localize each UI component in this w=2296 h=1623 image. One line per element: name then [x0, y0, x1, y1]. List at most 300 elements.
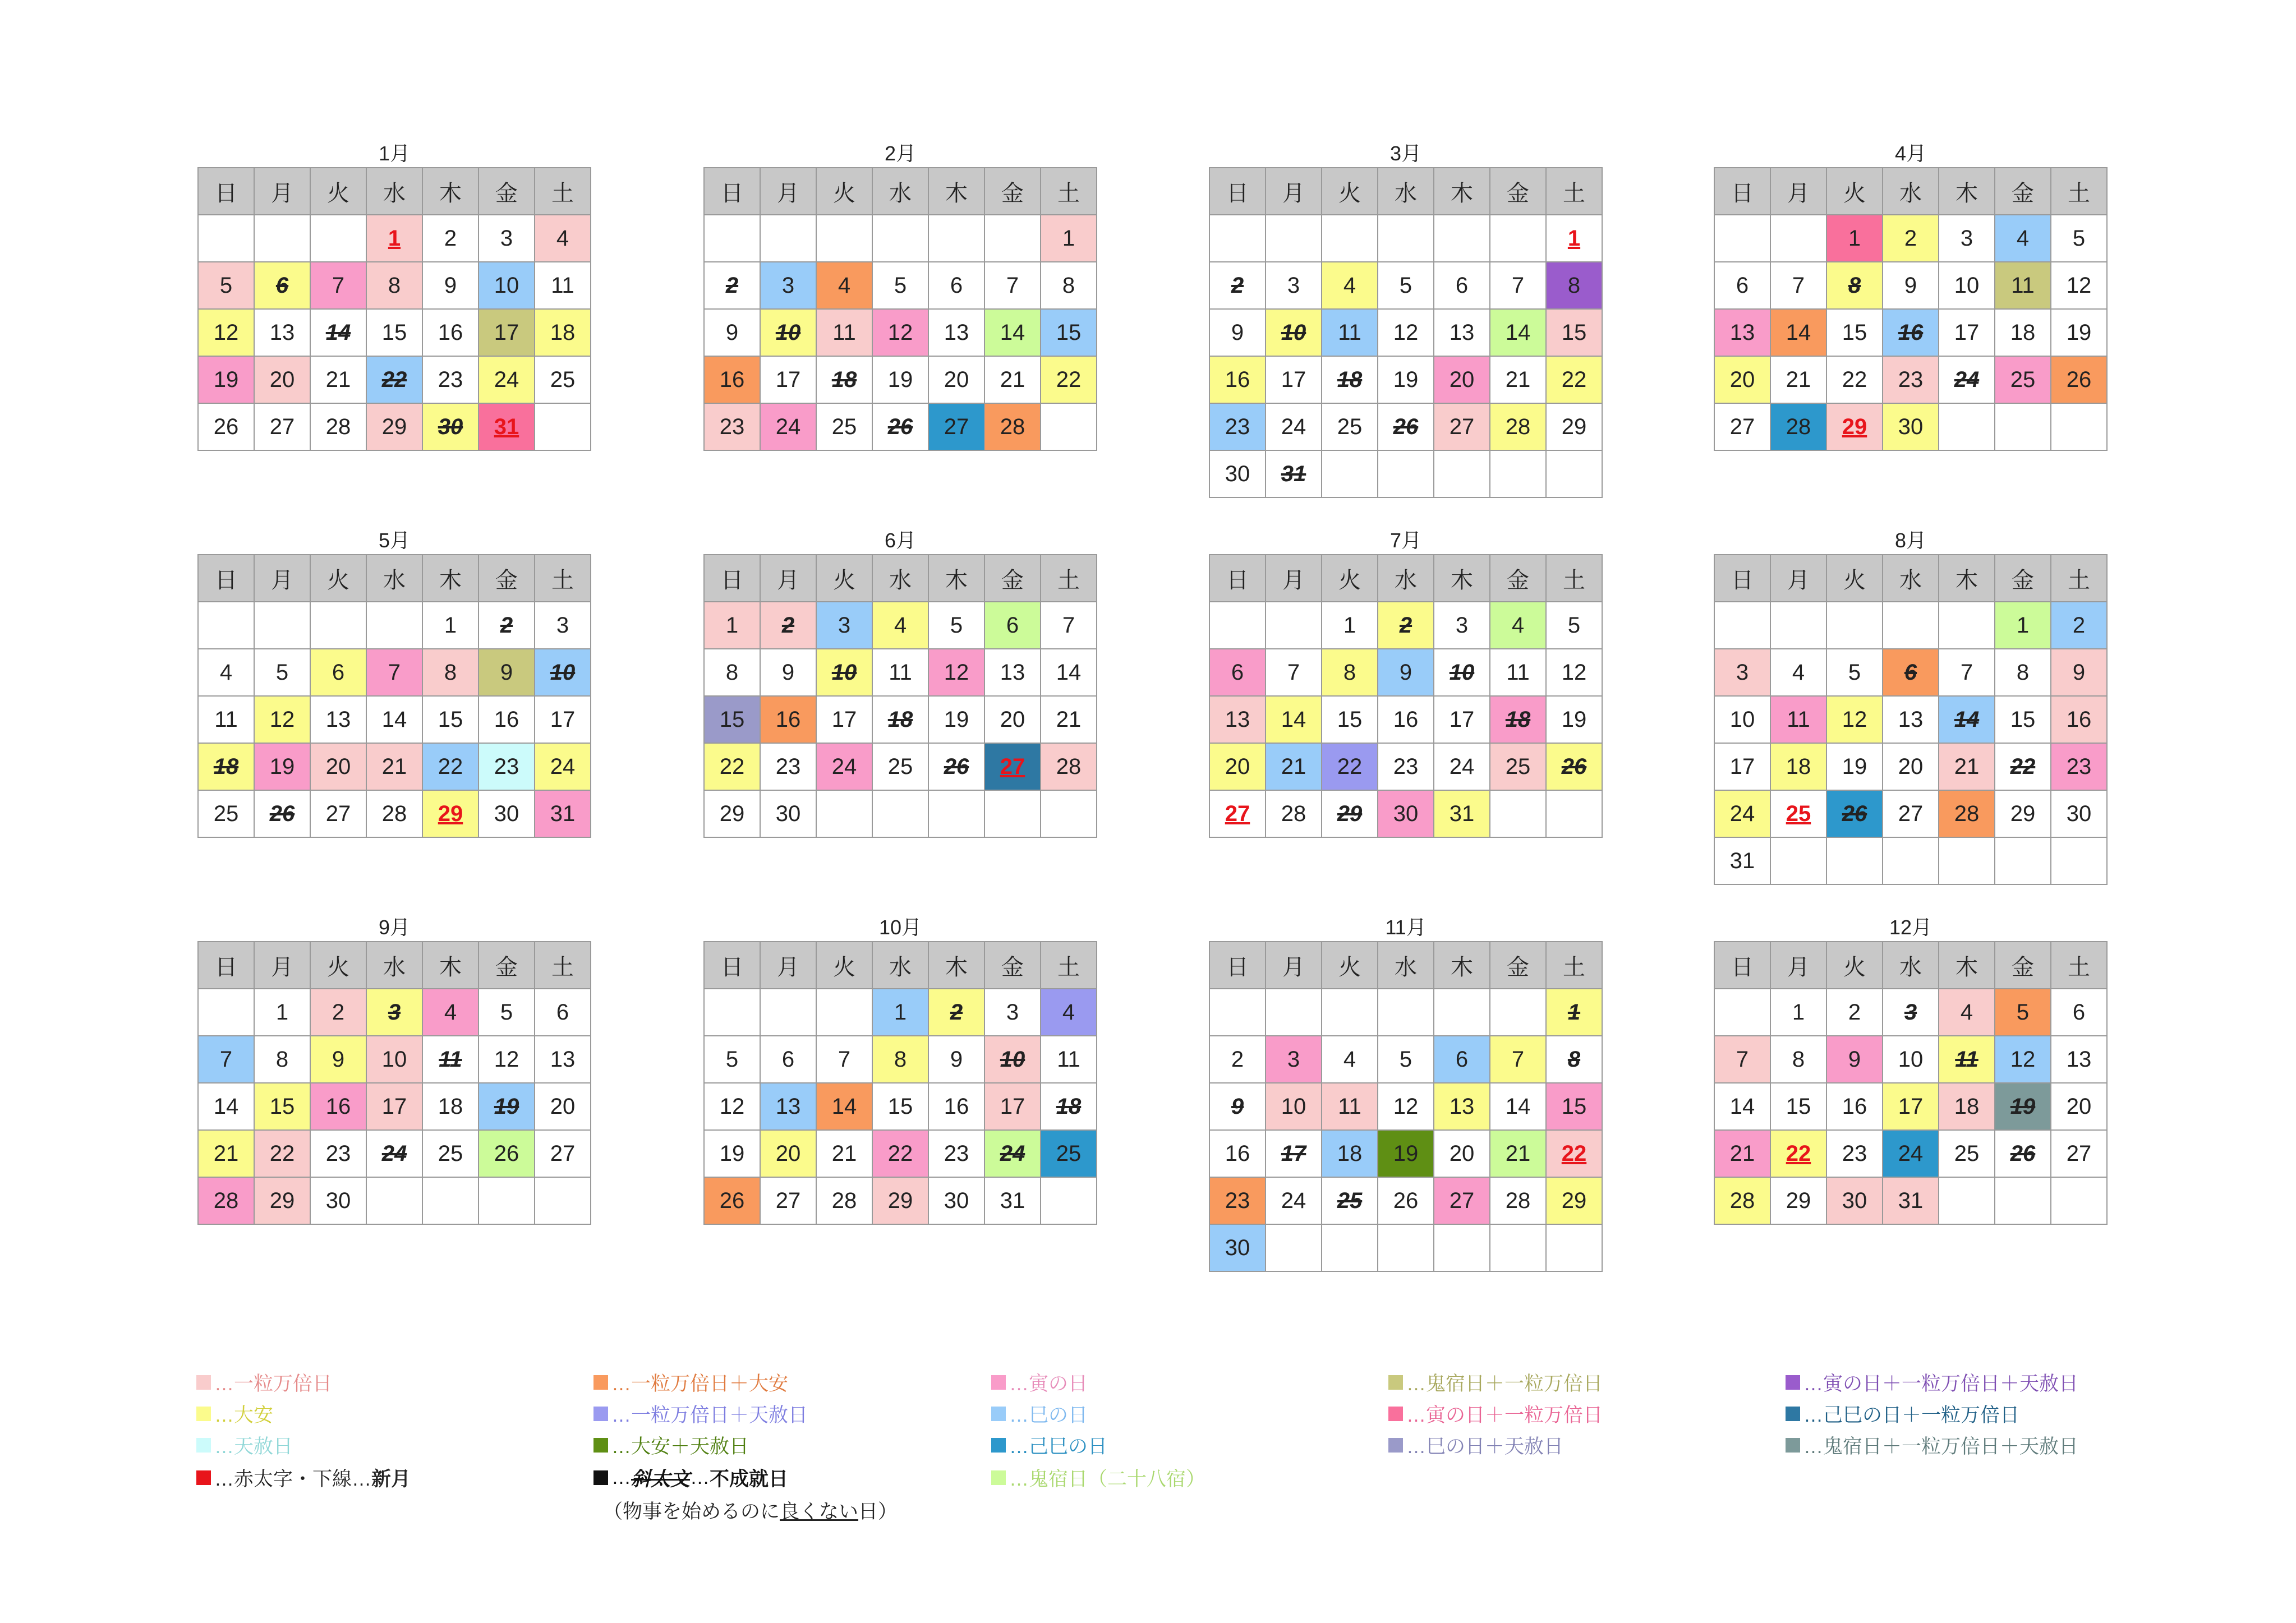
- empty-cell: [817, 791, 873, 838]
- day-cell: 9: [1210, 1083, 1266, 1131]
- swatch-taian: [196, 1407, 211, 1421]
- weekday-header: 金: [985, 555, 1041, 602]
- month-3: [1209, 140, 1603, 498]
- day-cell: 18: [1490, 697, 1547, 744]
- empty-cell: [761, 215, 817, 262]
- legend-mi-text: …巳の日: [1009, 1404, 1088, 1426]
- weekday-header: 火: [817, 555, 873, 602]
- day-cell: 17: [1266, 1131, 1322, 1178]
- day-cell: 9: [705, 310, 761, 357]
- day-cell: 5: [705, 1036, 761, 1083]
- day-cell: 8: [367, 262, 423, 310]
- empty-cell: [1266, 602, 1322, 649]
- month-title: 1月: [378, 142, 411, 165]
- day-cell: 15: [873, 1083, 929, 1131]
- day-cell: 7: [1266, 649, 1322, 697]
- swatch-tensha: [196, 1438, 211, 1453]
- day-cell: 9: [1883, 262, 1939, 310]
- day-cell: 12: [2051, 262, 2108, 310]
- day-cell: 23: [1210, 1178, 1266, 1225]
- month-2: [703, 140, 1097, 451]
- day-cell: 25: [817, 404, 873, 451]
- day-cell: 5: [1547, 602, 1603, 649]
- day-cell: 22: [1827, 357, 1883, 404]
- empty-cell: [1378, 215, 1434, 262]
- weekday-header: 金: [1995, 942, 2051, 989]
- day-cell: 25: [199, 791, 255, 838]
- day-cell: 7: [199, 1036, 255, 1083]
- legend-fujoju-sample: 斜太文: [631, 1468, 691, 1490]
- month-11: [1209, 914, 1603, 1272]
- empty-cell: [1322, 451, 1378, 498]
- empty-cell: [2051, 838, 2108, 885]
- legend-mi-tensha: [1388, 1431, 1563, 1459]
- weekday-header: 火: [817, 168, 873, 215]
- day-cell: 9: [929, 1036, 985, 1083]
- legend-tsuchinotomi-ichiryu: [1786, 1400, 2019, 1428]
- day-cell: 12: [1378, 1083, 1434, 1131]
- day-cell: 28: [1771, 404, 1827, 451]
- month-grid: [1209, 941, 1603, 1272]
- empty-cell: [1490, 791, 1547, 838]
- legend-mi: [991, 1400, 1088, 1428]
- day-cell: 2: [2051, 602, 2108, 649]
- weekday-header: 日: [1715, 942, 1771, 989]
- swatch-kishuku: [991, 1470, 1006, 1485]
- weekday-header: 水: [1378, 555, 1434, 602]
- weekday-header: 木: [423, 168, 479, 215]
- day-cell: 17: [1434, 697, 1490, 744]
- day-cell: 4: [1939, 989, 1995, 1036]
- empty-cell: [1939, 404, 1995, 451]
- day-cell: 14: [1490, 310, 1547, 357]
- weekday-header: 土: [535, 942, 591, 989]
- day-cell: 31: [1883, 1178, 1939, 1225]
- month-grid: [1714, 554, 2108, 885]
- empty-cell: [479, 1178, 535, 1225]
- day-cell: 31: [985, 1178, 1041, 1225]
- legend-fujoju: [593, 1464, 788, 1492]
- day-cell: 23: [1378, 744, 1434, 791]
- day-cell: 27: [1883, 791, 1939, 838]
- weekday-header: 火: [1322, 555, 1378, 602]
- day-cell: 15: [1995, 697, 2051, 744]
- weekday-header: 土: [2051, 942, 2108, 989]
- day-cell: 28: [367, 791, 423, 838]
- day-cell: 3: [1939, 215, 1995, 262]
- weekday-header: 火: [1827, 942, 1883, 989]
- month-grid: [1714, 941, 2108, 1225]
- day-cell: 19: [1547, 697, 1603, 744]
- month-9: [197, 914, 591, 1225]
- day-cell: 20: [1715, 357, 1771, 404]
- day-cell: 20: [255, 357, 311, 404]
- empty-cell: [1827, 838, 1883, 885]
- day-cell: 15: [255, 1083, 311, 1131]
- note-part-a: （物事を始めるのに: [603, 1501, 780, 1523]
- day-cell: 2: [929, 989, 985, 1036]
- day-cell: 20: [535, 1083, 591, 1131]
- weekday-header: 水: [367, 555, 423, 602]
- day-cell: 21: [1490, 1131, 1547, 1178]
- empty-cell: [367, 1178, 423, 1225]
- month-grid: [703, 941, 1097, 1225]
- day-cell: 3: [761, 262, 817, 310]
- empty-cell: [1041, 1178, 1097, 1225]
- empty-cell: [1771, 215, 1827, 262]
- day-cell: 12: [1378, 310, 1434, 357]
- day-cell: 12: [705, 1083, 761, 1131]
- legend-kishuku-ichiryu-tensha: [1786, 1431, 2078, 1459]
- weekday-header: 木: [929, 555, 985, 602]
- day-cell: 24: [367, 1131, 423, 1178]
- empty-cell: [873, 215, 929, 262]
- empty-cell: [367, 602, 423, 649]
- empty-cell: [1771, 838, 1827, 885]
- empty-cell: [1041, 791, 1097, 838]
- empty-cell: [2051, 404, 2108, 451]
- month-title: 12月: [1889, 916, 1932, 939]
- day-cell: 29: [255, 1178, 311, 1225]
- day-cell: 15: [1547, 1083, 1603, 1131]
- day-cell: 24: [817, 744, 873, 791]
- empty-cell: [311, 215, 367, 262]
- day-cell: 21: [1490, 357, 1547, 404]
- weekday-header: 木: [423, 942, 479, 989]
- day-cell: 2: [1827, 989, 1883, 1036]
- day-cell: 7: [311, 262, 367, 310]
- month-title: 9月: [378, 916, 411, 939]
- day-cell: 13: [535, 1036, 591, 1083]
- day-cell: 6: [255, 262, 311, 310]
- legend-tora-ichiryu-text: …寅の日＋一粒万倍日: [1406, 1404, 1603, 1426]
- empty-cell: [817, 989, 873, 1036]
- empty-cell: [1490, 451, 1547, 498]
- month-grid: [703, 554, 1097, 838]
- day-cell: 20: [1434, 357, 1490, 404]
- day-cell: 1: [423, 602, 479, 649]
- day-cell: 12: [1547, 649, 1603, 697]
- day-cell: 1: [705, 602, 761, 649]
- empty-cell: [1490, 1225, 1547, 1272]
- day-cell: 15: [1547, 310, 1603, 357]
- day-cell: 28: [817, 1178, 873, 1225]
- empty-cell: [1378, 1225, 1434, 1272]
- day-cell: 22: [367, 357, 423, 404]
- day-cell: 7: [1041, 602, 1097, 649]
- day-cell: 4: [1041, 989, 1097, 1036]
- day-cell: 19: [1995, 1083, 2051, 1131]
- day-cell: 6: [1434, 262, 1490, 310]
- empty-cell: [1210, 989, 1266, 1036]
- day-cell: 25: [1771, 791, 1827, 838]
- day-cell: 6: [1210, 649, 1266, 697]
- day-cell: 22: [1995, 744, 2051, 791]
- empty-cell: [1266, 1225, 1322, 1272]
- day-cell: 16: [423, 310, 479, 357]
- empty-cell: [255, 602, 311, 649]
- day-cell: 21: [985, 357, 1041, 404]
- swatch-ichiryu-taian: [593, 1375, 608, 1390]
- day-cell: 12: [199, 310, 255, 357]
- empty-cell: [1322, 1225, 1378, 1272]
- day-cell: 20: [2051, 1083, 2108, 1131]
- month-grid: [703, 167, 1097, 451]
- day-cell: 4: [1490, 602, 1547, 649]
- weekday-header: 土: [535, 555, 591, 602]
- legend-tsuchinotomi-text: …己巳の日: [1009, 1436, 1108, 1458]
- day-cell: 10: [367, 1036, 423, 1083]
- day-cell: 11: [423, 1036, 479, 1083]
- day-cell: 22: [1322, 744, 1378, 791]
- day-cell: 11: [1041, 1036, 1097, 1083]
- day-cell: 19: [479, 1083, 535, 1131]
- day-cell: 9: [2051, 649, 2108, 697]
- month-grid: [1209, 167, 1603, 498]
- empty-cell: [1939, 602, 1995, 649]
- empty-cell: [1378, 989, 1434, 1036]
- day-cell: 18: [535, 310, 591, 357]
- day-cell: 29: [705, 791, 761, 838]
- day-cell: 5: [873, 262, 929, 310]
- empty-cell: [985, 215, 1041, 262]
- empty-cell: [1771, 602, 1827, 649]
- legend-ichiryu-taian: [593, 1368, 788, 1396]
- day-cell: 20: [929, 357, 985, 404]
- empty-cell: [199, 989, 255, 1036]
- day-cell: 22: [1547, 1131, 1603, 1178]
- day-cell: 16: [2051, 697, 2108, 744]
- legend-mi-tensha-text: …巳の日＋天赦日: [1406, 1436, 1564, 1458]
- weekday-header: 火: [1322, 942, 1378, 989]
- legend-tensha: [196, 1431, 293, 1459]
- empty-cell: [311, 602, 367, 649]
- day-cell: 13: [311, 697, 367, 744]
- day-cell: 22: [1771, 1131, 1827, 1178]
- day-cell: 17: [985, 1083, 1041, 1131]
- day-cell: 10: [817, 649, 873, 697]
- weekday-header: 月: [1771, 942, 1827, 989]
- empty-cell: [423, 1178, 479, 1225]
- day-cell: 17: [535, 697, 591, 744]
- legend-ichiryu-taian-text: …一粒万倍日＋大安: [611, 1373, 789, 1395]
- day-cell: 6: [2051, 989, 2108, 1036]
- swatch-tsuchinotomi-ichiryu: [1786, 1407, 1800, 1421]
- weekday-header: 水: [873, 168, 929, 215]
- day-cell: 6: [1434, 1036, 1490, 1083]
- day-cell: 17: [1939, 310, 1995, 357]
- day-cell: 10: [761, 310, 817, 357]
- day-cell: 27: [255, 404, 311, 451]
- empty-cell: [1490, 989, 1547, 1036]
- weekday-header: 水: [1883, 555, 1939, 602]
- day-cell: 5: [1378, 262, 1434, 310]
- day-cell: 30: [2051, 791, 2108, 838]
- weekday-header: 月: [255, 168, 311, 215]
- day-cell: 3: [1715, 649, 1771, 697]
- weekday-header: 月: [1266, 168, 1322, 215]
- day-cell: 13: [1715, 310, 1771, 357]
- day-cell: 15: [1827, 310, 1883, 357]
- day-cell: 3: [1434, 602, 1490, 649]
- day-cell: 8: [1995, 649, 2051, 697]
- day-cell: 27: [1434, 404, 1490, 451]
- month-10: [703, 914, 1097, 1225]
- weekday-header: 月: [761, 942, 817, 989]
- day-cell: 18: [423, 1083, 479, 1131]
- empty-cell: [1995, 1178, 2051, 1225]
- month-title: 4月: [1894, 142, 1927, 165]
- day-cell: 7: [1715, 1036, 1771, 1083]
- day-cell: 24: [1266, 404, 1322, 451]
- weekday-header: 金: [985, 168, 1041, 215]
- weekday-header: 月: [1266, 555, 1322, 602]
- day-cell: 24: [1939, 357, 1995, 404]
- day-cell: 28: [1266, 791, 1322, 838]
- day-cell: 26: [1547, 744, 1603, 791]
- weekday-header: 月: [255, 942, 311, 989]
- day-cell: 8: [1547, 1036, 1603, 1083]
- empty-cell: [705, 215, 761, 262]
- legend-ichiryu-tensha-text: …一粒万倍日＋天赦日: [611, 1404, 808, 1426]
- weekday-header: 月: [761, 168, 817, 215]
- swatch-tora: [991, 1375, 1006, 1390]
- day-cell: 18: [1041, 1083, 1097, 1131]
- day-cell: 8: [423, 649, 479, 697]
- weekday-header: 火: [311, 168, 367, 215]
- day-cell: 5: [199, 262, 255, 310]
- day-cell: 1: [367, 215, 423, 262]
- empty-cell: [929, 791, 985, 838]
- day-cell: 25: [873, 744, 929, 791]
- day-cell: 3: [1266, 262, 1322, 310]
- day-cell: 9: [1378, 649, 1434, 697]
- day-cell: 19: [1827, 744, 1883, 791]
- legend-tsuchinotomi: [991, 1431, 1107, 1459]
- month-7: [1209, 527, 1603, 838]
- day-cell: 16: [929, 1083, 985, 1131]
- day-cell: 21: [1041, 697, 1097, 744]
- day-cell: 27: [1434, 1178, 1490, 1225]
- day-cell: 26: [1378, 1178, 1434, 1225]
- weekday-header: 木: [929, 168, 985, 215]
- day-cell: 18: [1322, 357, 1378, 404]
- day-cell: 11: [535, 262, 591, 310]
- day-cell: 2: [423, 215, 479, 262]
- weekday-header: 土: [1547, 168, 1603, 215]
- legend-kishuku-ichiryu: [1388, 1368, 1603, 1396]
- day-cell: 14: [199, 1083, 255, 1131]
- day-cell: 29: [1995, 791, 2051, 838]
- empty-cell: [255, 215, 311, 262]
- day-cell: 12: [1995, 1036, 2051, 1083]
- empty-cell: [1883, 602, 1939, 649]
- swatch-shingetsu: [196, 1470, 211, 1485]
- day-cell: 12: [929, 649, 985, 697]
- day-cell: 25: [1490, 744, 1547, 791]
- day-cell: 8: [1827, 262, 1883, 310]
- weekday-header: 水: [873, 942, 929, 989]
- day-cell: 18: [1939, 1083, 1995, 1131]
- month-title: 8月: [1894, 529, 1927, 552]
- day-cell: 16: [1883, 310, 1939, 357]
- weekday-header: 水: [367, 942, 423, 989]
- day-cell: 19: [255, 744, 311, 791]
- day-cell: 19: [1378, 357, 1434, 404]
- day-cell: 8: [255, 1036, 311, 1083]
- day-cell: 8: [1322, 649, 1378, 697]
- day-cell: 10: [479, 262, 535, 310]
- day-cell: 13: [2051, 1036, 2108, 1083]
- day-cell: 15: [1771, 1083, 1827, 1131]
- day-cell: 28: [1490, 1178, 1547, 1225]
- day-cell: 11: [817, 310, 873, 357]
- legend-shingetsu-label: 新月: [371, 1468, 411, 1490]
- day-cell: 16: [761, 697, 817, 744]
- weekday-header: 木: [929, 942, 985, 989]
- day-cell: 23: [311, 1131, 367, 1178]
- day-cell: 14: [985, 310, 1041, 357]
- day-cell: 26: [1827, 791, 1883, 838]
- day-cell: 28: [1490, 404, 1547, 451]
- day-cell: 25: [535, 357, 591, 404]
- day-cell: 18: [873, 697, 929, 744]
- day-cell: 13: [761, 1083, 817, 1131]
- day-cell: 18: [1771, 744, 1827, 791]
- day-cell: 15: [367, 310, 423, 357]
- day-cell: 8: [873, 1036, 929, 1083]
- swatch-kishuku-ichiryu-tensha: [1786, 1438, 1800, 1453]
- day-cell: 24: [535, 744, 591, 791]
- day-cell: 19: [2051, 310, 2108, 357]
- day-cell: 6: [1883, 649, 1939, 697]
- day-cell: 3: [367, 989, 423, 1036]
- legend-kishuku-ichiryu-tensha-text: …鬼宿日＋一粒万倍日＋天赦日: [1803, 1436, 2079, 1458]
- swatch-tora-ichiryu-tensha: [1786, 1375, 1800, 1390]
- day-cell: 11: [1771, 697, 1827, 744]
- day-cell: 26: [1378, 404, 1434, 451]
- day-cell: 27: [761, 1178, 817, 1225]
- day-cell: 16: [311, 1083, 367, 1131]
- day-cell: 6: [311, 649, 367, 697]
- day-cell: 14: [1715, 1083, 1771, 1131]
- day-cell: 10: [1434, 649, 1490, 697]
- day-cell: 17: [1883, 1083, 1939, 1131]
- weekday-header: 土: [2051, 555, 2108, 602]
- day-cell: 18: [199, 744, 255, 791]
- empty-cell: [1883, 838, 1939, 885]
- empty-cell: [1939, 1178, 1995, 1225]
- weekday-header: 日: [1210, 555, 1266, 602]
- day-cell: 22: [705, 744, 761, 791]
- weekday-header: 月: [1266, 942, 1322, 989]
- day-cell: 1: [873, 989, 929, 1036]
- legend-fujoju-note: [603, 1496, 898, 1524]
- note-part-c: 日）: [858, 1501, 898, 1523]
- day-cell: 23: [423, 357, 479, 404]
- month-grid: [1714, 167, 2108, 451]
- weekday-header: 木: [1434, 942, 1490, 989]
- day-cell: 5: [1827, 649, 1883, 697]
- legend-taian-tensha-text: …大安＋天赦日: [611, 1436, 749, 1458]
- weekday-header: 木: [1434, 555, 1490, 602]
- weekday-header: 日: [1210, 168, 1266, 215]
- day-cell: 4: [1322, 262, 1378, 310]
- day-cell: 1: [1041, 215, 1097, 262]
- empty-cell: [1827, 602, 1883, 649]
- day-cell: 29: [1547, 404, 1603, 451]
- day-cell: 29: [367, 404, 423, 451]
